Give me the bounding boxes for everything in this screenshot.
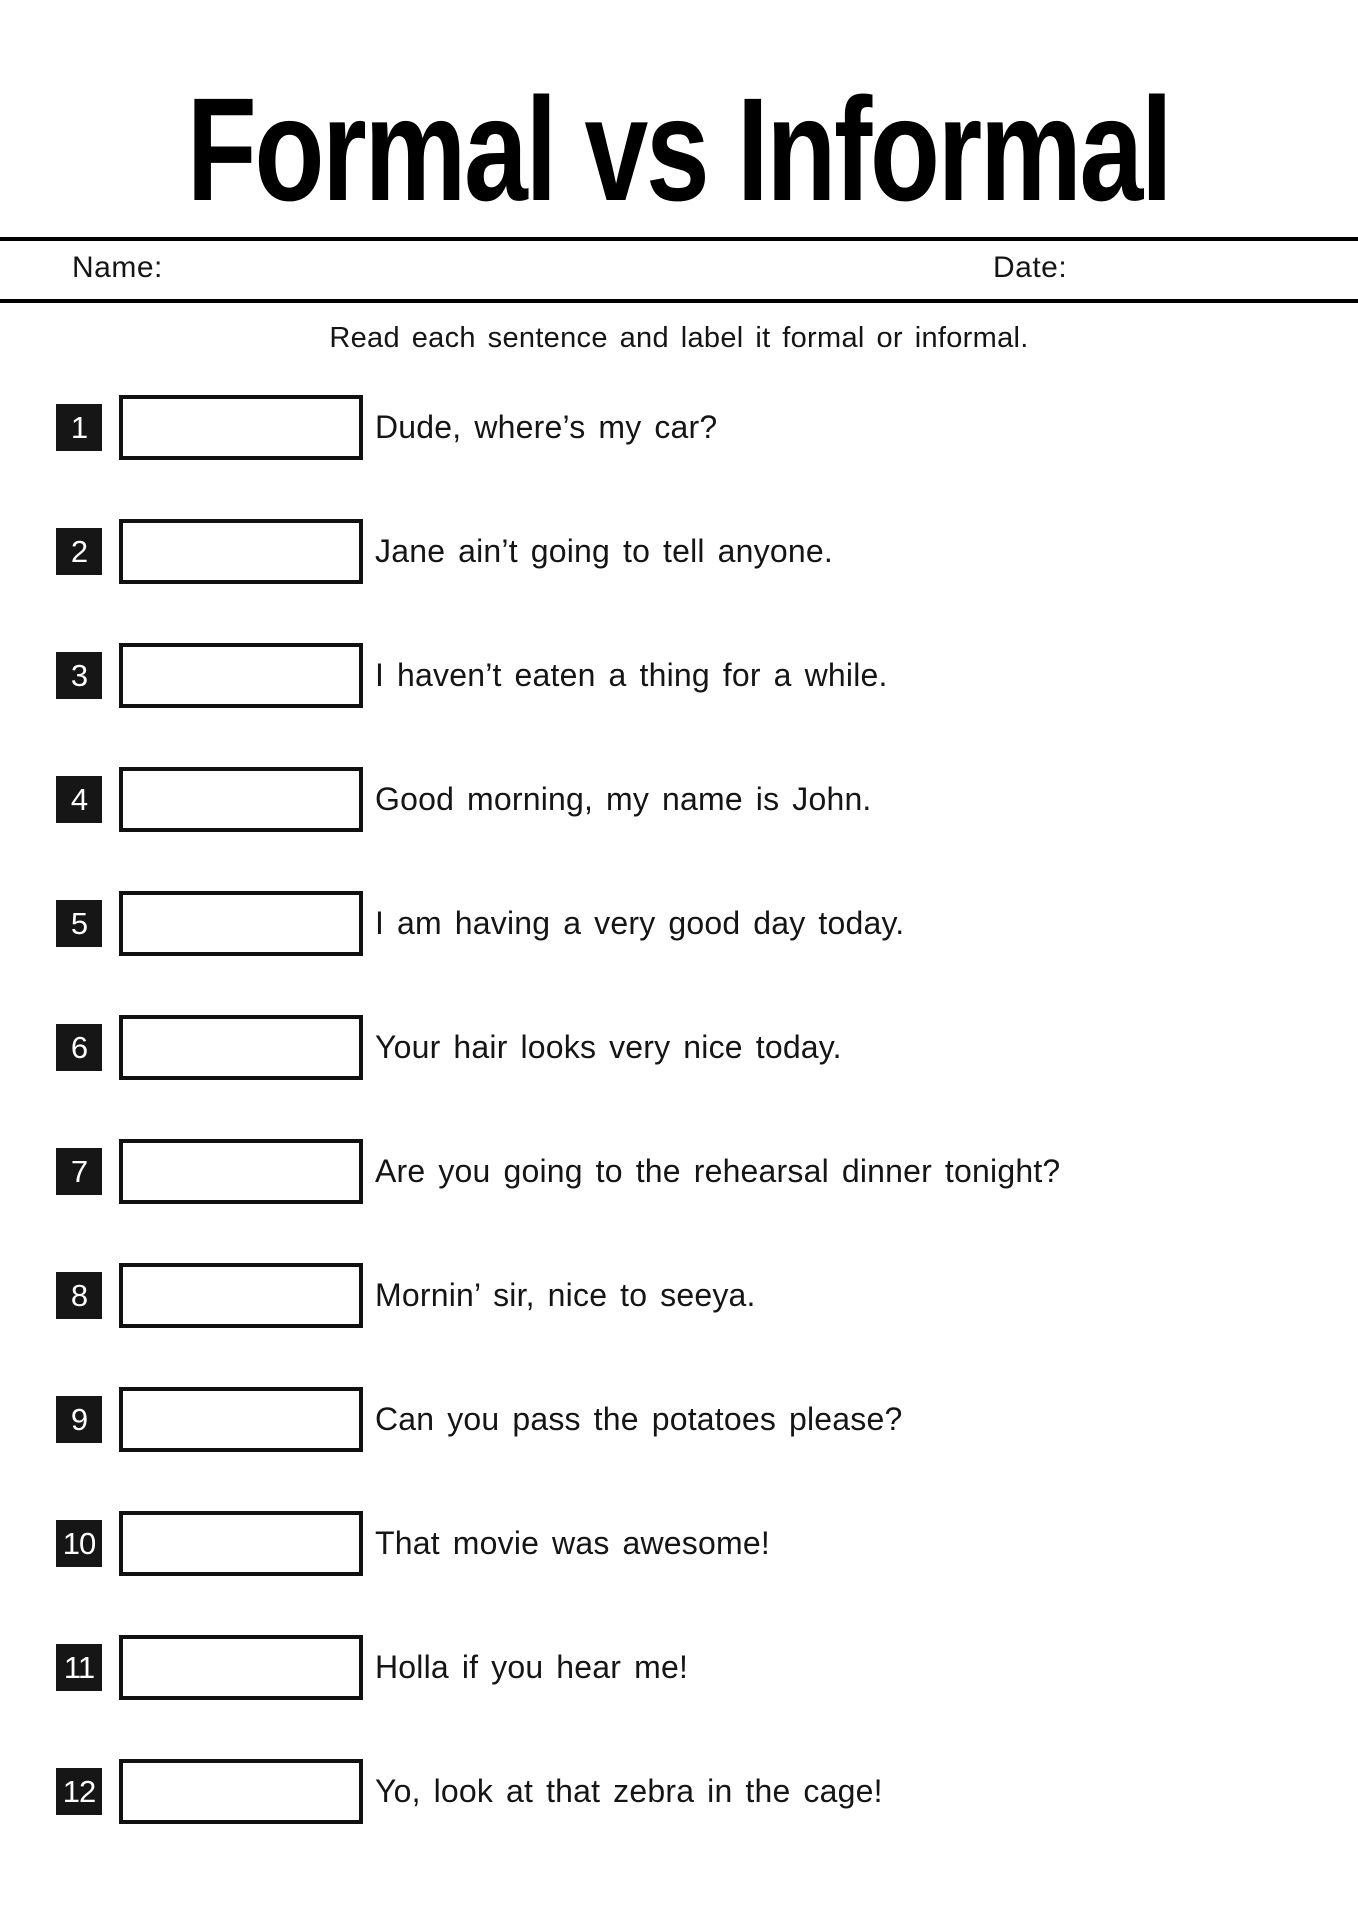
item-number-badge: 8 [56,1272,102,1319]
page-title: Formal vs Informal [187,68,1171,232]
worksheet-item-1 [0,395,1358,460]
item-sentence: I am having a very good day today. [375,905,905,941]
item-number-badge: 12 [56,1768,102,1815]
worksheet-item-7 [0,1139,1358,1204]
item-sentence: Are you going to the rehearsal dinner tonight? [375,1153,1061,1189]
item-sentence: Your hair looks very nice today. [375,1029,842,1065]
item-sentence: That movie was awesome! [375,1525,770,1561]
item-sentence: Dude, where’s my car? [375,409,718,445]
answer-box-8[interactable] [119,1263,363,1328]
item-sentence: Can you pass the potatoes please? [375,1401,903,1437]
worksheet-item-12 [0,1759,1358,1824]
item-number-badge: 4 [56,776,102,823]
worksheet-item-2 [0,519,1358,584]
answer-box-10[interactable] [119,1511,363,1576]
item-number-badge: 5 [56,900,102,947]
answer-box-6[interactable] [119,1015,363,1080]
worksheet-item-9 [0,1387,1358,1452]
worksheet-item-5 [0,891,1358,956]
item-number-badge: 7 [56,1148,102,1195]
item-number-badge: 11 [56,1644,102,1691]
name-fill-area[interactable] [180,245,920,295]
worksheet-item-10 [0,1511,1358,1576]
date-label: Date: [993,251,1068,284]
answer-box-5[interactable] [119,891,363,956]
answer-box-2[interactable] [119,519,363,584]
answer-box-1[interactable] [119,395,363,460]
answer-box-7[interactable] [119,1139,363,1204]
item-number-badge: 10 [56,1520,102,1567]
worksheet-item-6 [0,1015,1358,1080]
worksheet-item-3 [0,643,1358,708]
worksheet-item-8 [0,1263,1358,1328]
item-sentence: Holla if you hear me! [375,1649,689,1685]
worksheet-item-11 [0,1635,1358,1700]
answer-box-3[interactable] [119,643,363,708]
item-number-badge: 9 [56,1396,102,1443]
worksheet-items [0,395,1358,1824]
name-label: Name: [72,251,163,284]
answer-box-11[interactable] [119,1635,363,1700]
item-sentence: Good morning, my name is John. [375,781,872,817]
item-sentence: Mornin’ sir, nice to seeya. [375,1277,756,1313]
answer-box-9[interactable] [119,1387,363,1452]
item-number-badge: 1 [56,404,102,451]
item-sentence: Yo, look at that zebra in the cage! [375,1773,883,1809]
item-number-badge: 6 [56,1024,102,1071]
page-title-container [0,68,1358,233]
item-sentence: Jane ain’t going to tell anyone. [375,533,833,569]
instruction-text: Read each sentence and label it formal or informal. [329,322,1029,354]
worksheet-item-4 [0,767,1358,832]
date-fill-area[interactable] [1075,245,1315,295]
item-number-badge: 3 [56,652,102,699]
header-divider-top [0,237,1358,241]
item-sentence: I haven’t eaten a thing for a while. [375,657,888,693]
answer-box-4[interactable] [119,767,363,832]
answer-box-12[interactable] [119,1759,363,1824]
item-number-badge: 2 [56,528,102,575]
header-divider-bottom [0,299,1358,303]
